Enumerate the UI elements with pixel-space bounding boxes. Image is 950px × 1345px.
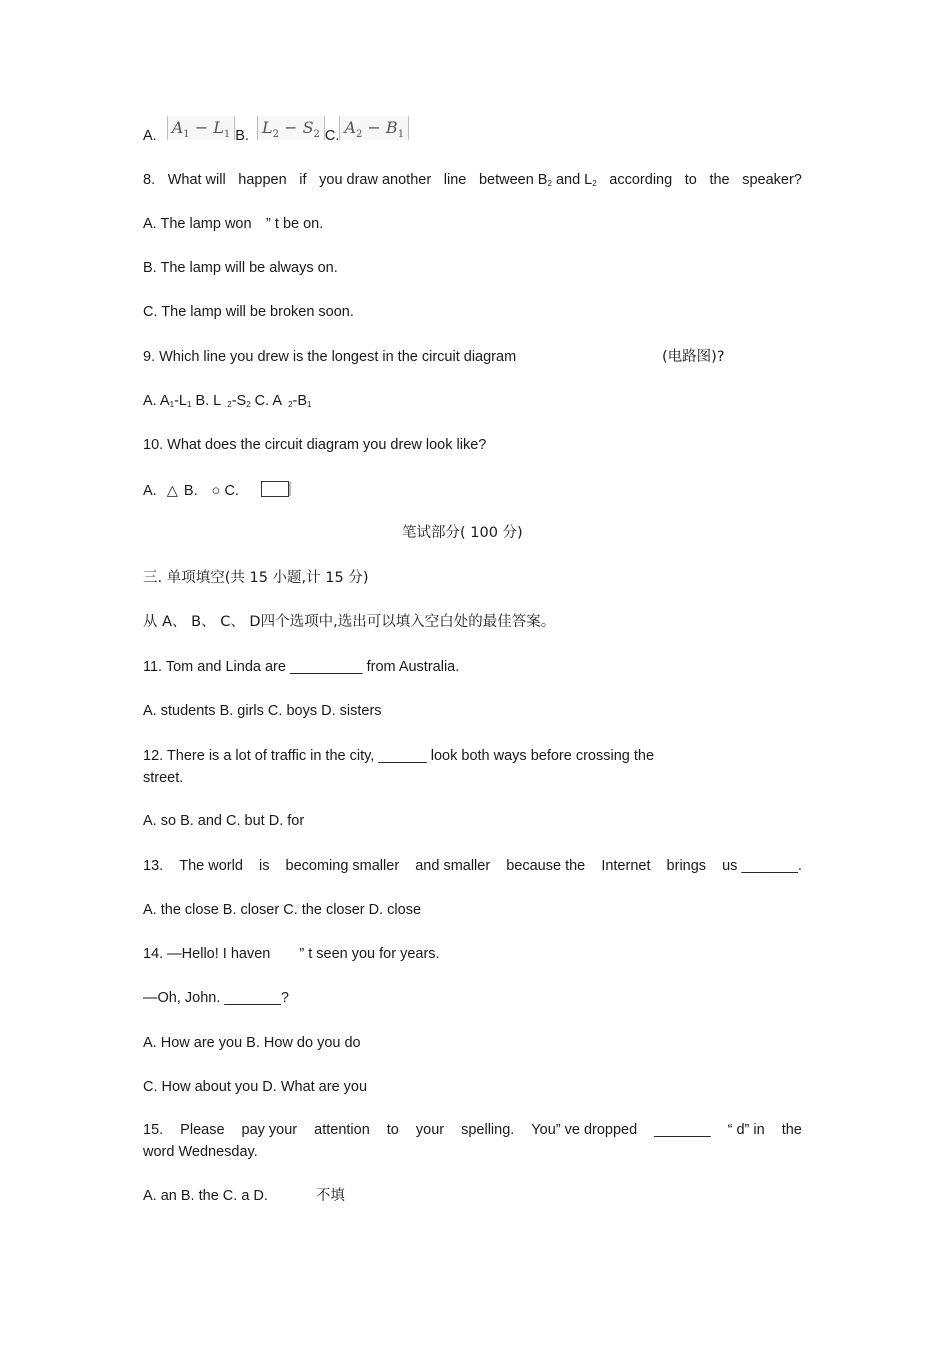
q8-option-c: C. The lamp will be broken soon. [143, 304, 354, 320]
q12-options: A. so B. and C. but D. for [143, 813, 305, 829]
q8-question: 8. What will happen if you draw another line between B2 and L2 according to the speaker? [143, 172, 802, 188]
q12-question: 12. There is a lot of traffic in the city, ______ look both ways before crossing the street. [143, 748, 655, 786]
q11-question: 11. Tom and Linda are _________ from Australia. [143, 659, 460, 675]
q15-line2: word Wednesday. [143, 1144, 258, 1160]
q8-option-a: A. The lamp won ” t be on. [143, 216, 324, 232]
q14-options-1: A. How are you B. How do you do [143, 1035, 361, 1051]
q9-question: 9. Which line you drew is the longest in the circuit diagram [143, 349, 517, 365]
part3-heading: 三. 单项填空(共 15 小题,计 15 分) [143, 570, 369, 586]
formula-a2-b1: $A_2 - B_1$ [339, 116, 409, 140]
rectangle-icon [261, 481, 289, 497]
q9-options: A. A1-L1 B. L 2-S2 C. A 2-B1 [143, 393, 312, 409]
q14-line1: 14. —Hello! I haven ” t seen you for years. [143, 946, 440, 962]
q7-option-a-label: A. [143, 127, 157, 144]
formula-l2-s2: $L_2 - S_2$ [257, 116, 325, 140]
q7-option-b-label: B. [235, 127, 249, 144]
part3-instruction: 从 A、 B、 C、 D四个选项中,选出可以填入空白处的最佳答案。 [143, 614, 556, 630]
formula-a1-l1: $A_1 - L_1$ [167, 116, 236, 140]
q14-line2: —Oh, John. _______? [143, 990, 289, 1006]
circle-icon: ○ [211, 483, 221, 499]
written-section-title: 笔试部分( 100 分) [402, 525, 523, 541]
q13-options: A. the close B. closer C. the closer D. close [143, 902, 422, 918]
q7-option-c-label: C. [324, 127, 340, 144]
q8-option-b: B. The lamp will be always on. [143, 260, 338, 276]
q11-options: A. students B. girls C. boys D. sisters [143, 703, 382, 719]
q9-cn-note: (电路图)? [662, 349, 725, 365]
q10-question: 10. What does the circuit diagram you drew look like? [143, 437, 487, 453]
q10-options: A. △ B. ○ C. [143, 481, 289, 500]
q15-question: 15. Please pay your attention to your spelling. You” ve dropped _______ “ d” in the [143, 1122, 802, 1138]
q7-options [143, 116, 409, 145]
triangle-icon: △ [166, 483, 178, 499]
q15-options: A. an B. the C. a D. 不填 [143, 1188, 345, 1204]
q14-options-2: C. How about you D. What are you [143, 1079, 368, 1095]
q13-question: 13. The world is becoming smaller and smaller because the Internet brings us _______. [143, 858, 802, 874]
